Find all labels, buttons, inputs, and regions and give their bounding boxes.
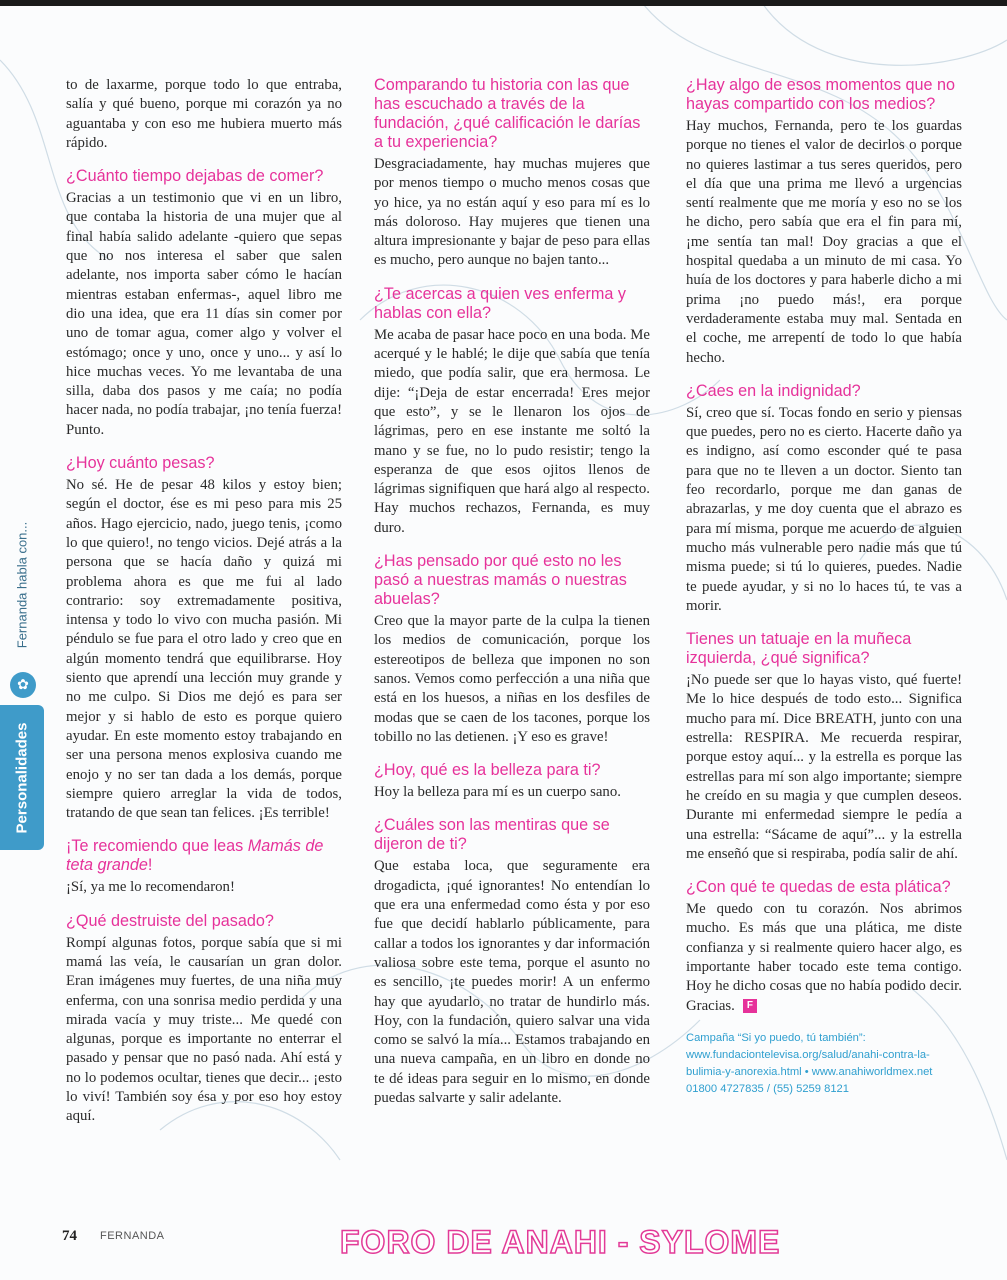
answer-text: Hoy la belleza para mí es un cuerpo sano.: [374, 784, 621, 801]
question-heading: [66, 837, 342, 875]
answer-text: Me acaba de pasar hace poco en una boda. Me acerqué y le hablé; le dije que sabía que tenía miedo, que podía salir, que era hermosa. Le dije: “¡Deja de estar encerrada! Eres mejor que esto”, y se le llenaron los ojos de lágrimas, pero en ese instante me soltó la mano y se fue, no lo pudo resistir; tengo la esperanza de que esos ojitos llenos de lágrimas signifiquen que hará algo al respecto. Hay muchos rechazos, Fernanda, es muy duro.: [374, 326, 650, 536]
credit-phone: 01800 4727835 / (55) 5259 8121: [686, 1082, 849, 1095]
answer-text: ¡Sí, ya me lo recomendaron!: [66, 879, 235, 896]
qa-block: [686, 878, 962, 1016]
column-2: [374, 76, 650, 1122]
page-number: 74: [62, 1228, 77, 1244]
answer-text: Sí, creo que sí. Tocas fondo en serio y piensas que puedes, pero no es cierto. Hacerte daño ya es indigno, así como esconder qué te pasa para que no te lleven a un doctor. Siento tan feo recordarlo, porque me dan ganas de abrazarlas, y me doy cuenta que el abrazo es para mí misma, porque me acuerdo de alguien mucho más vulnerable pero nadie más que tú misma puede; si tú lo quieres, puedes. Nadie te puede ayudar, y si no lo haces tú, te vas a morir.: [686, 404, 962, 614]
credit-link[interactable]: bulimia-y-anorexia.html • www.anahiworldmex.net: [686, 1065, 933, 1078]
qa-block: [66, 454, 342, 823]
qa-block: [66, 912, 342, 1127]
book-title: Mamás de teta grande: [66, 837, 324, 875]
column-3: [686, 76, 962, 1098]
question-heading: ¿Cuánto tiempo dejabas de comer?: [66, 167, 324, 186]
question-heading: ¿Cuáles son las mentiras que se dijeron de ti?: [374, 816, 610, 854]
question-heading-start: ¡Te recomiendo que leas: [66, 837, 248, 856]
answer-text: Rompí algunas fotos, porque sabía que si mi mamá las veía, le causarían un gran dolor. Eran imágenes muy fuertes, de una niña muy enferma, con una sonrisa medio perdida y una mirada vacía y muy triste... Me quedé con algunas, porque es importante no enterrar el pasado y pensar que no pasó nada. Ahí está y no lo podemos ocultar, tienes que decir... ¡esto lo viví! También soy ésa y por eso hoy estoy aquí.: [66, 934, 342, 1125]
qa-block: [66, 76, 342, 153]
question-heading: Comparando tu historia con las que has escuchado a través de la fundación, ¿qué calificación le darías a tu experiencia?: [374, 76, 641, 151]
answer-text: ¡No puede ser que lo hayas visto, qué fuerte! Me lo hice después de todo esto... Significa mucho para mí. Dice BREATH, junto con una estrella: RESPIRA. Me recuerda respirar, porque estoy aquí... y la estrella es porque las estrellas para mí son algo importante; siempre he creído en su magia y que cumplen deseos. Durante mi enfermedad siempre le pedía a una estrella: “Sácame de aquí”... y la estrella me enseñó que si respiraba, podía salir de ahí.: [686, 672, 962, 862]
answer-text: Hay muchos, Fernanda, pero te los guardas porque no tienes el valor de decirlos o porque no quieres lastimar a tus seres queridos, pero el día que una prima me llevó a urgencias sentí realmente que me moría y eso no se los he dicho, pero sabía que era el fin para mí, ¡me sentía tan mal! Doy gracias a que el hospital quedaba a un minuto de mi casa. Yo huía de los doctores y para haberle dicho a mi prima ¡no puedo más!, era porque verdaderamente estaba muy mal. Sentada en el coche, me arrepentí de todo lo que había hecho.: [686, 118, 962, 366]
qa-block: [374, 761, 650, 802]
question-heading: Tienes un tatuaje en la muñeca izquierda, ¿qué significa?: [686, 630, 912, 668]
answer-text: Creo que la mayor parte de la culpa la tienen los medios de comunicación, porque los estereotipos de belleza que imponen no son sanos. Vemos como perfección a una niña que está en los huesos, a niñas en los desfiles de modas que se caen de los tacones, porque los tobillo no las detienen. ¡Y eso es grave!: [374, 613, 650, 745]
qa-block: [374, 552, 650, 747]
question-heading: ¿Caes en la indignidad?: [686, 381, 861, 400]
credit-link[interactable]: www.fundaciontelevisa.org/salud/anahi-contra-la-: [686, 1048, 930, 1061]
qa-block: [686, 76, 962, 368]
qa-block: [374, 76, 650, 271]
question-heading: ¿Qué destruiste del pasado?: [66, 911, 274, 930]
watermark-text: FORO DE ANAHI - SYLOME: [340, 1224, 781, 1260]
qa-block: [686, 630, 962, 864]
answer-text: Que estaba loca, que seguramente era drogadicta, ¡qué ignorantes! No entendían lo que era una enfermedad como ésta y por eso fue que decidí hablarlo públicamente, para callar a todos los ignorantes y dar información valiosa sobre este tema, porque el asunto no es sencillo, ¡te puedes morir! A un enfermo hay que ayudarlo, no tratar de hundirlo más. Hoy, con la fundación, quiero salvar una vida como se salvó la mía... Estamos trabajando en una nueva campaña, en un libro en donde no te dé ideas para seguir en lo mismo, en donde puedas salvarte y salir adelante.: [374, 858, 650, 1106]
qa-block: [374, 285, 650, 538]
question-heading: ¿Hoy cuánto pesas?: [66, 454, 215, 473]
question-heading: ¿Te acercas a quien ves enferma y hablas con ella?: [374, 284, 626, 322]
top-border: [0, 0, 1007, 6]
answer-text-body: Me quedo con tu corazón. Nos abrimos mucho. Es más que una plática, me diste confianza y si realmente quiero hacer algo, es importante haber tocado este tema contigo. Hoy he dicho cosas que no había podido decir. Gracias.: [686, 901, 962, 1014]
answer-text: [686, 900, 962, 1016]
question-heading: ¿Hay algo de esos momentos que no hayas compartido con los medios?: [686, 76, 956, 113]
sidebar-subtitle: Fernanda habla con...: [14, 521, 30, 649]
answer-text: No sé. He de pesar 48 kilos y estoy bien; según el doctor, ése es mi peso para mis 25 años. Hago ejercicio, nado, juego tenis, ¡como lo que quiero!, no tengo vicios. Dejé atrás a la persona que se hacía daño y quizá mi problema ahora es que me fui al lado contrario: soy extremadamente positiva, intensa y todo lo vivo con mucha pasión. Mi péndulo se fue para el otro lado y creo que en algún momento tendrá que equilibrarse. Hoy siento que aprendí una lección muy grande y no me culpo. Si Dios me dejó es para ser mejor y si hablo de esto es porque quiero ayudar. En este momento estoy trabajando en ser una persona menos explosiva cuando me enojo y no ser tan dada a los demás, porque siempre quiero arreglar la vida de todos, tratando de que sean tan felices. ¡Es terrible!: [66, 477, 342, 822]
question-heading: ¿Hoy, qué es la belleza para ti?: [374, 761, 601, 780]
sidebar-category-label: Personalidades: [13, 722, 31, 834]
sidebar-logo-icon: ✿: [10, 672, 36, 698]
qa-block: [66, 837, 342, 897]
qa-block: [374, 816, 650, 1108]
question-heading: ¿Con qué te quedas de esta plática?: [686, 878, 951, 897]
credit-line: Campaña “Si yo puedo, tú también”:: [686, 1031, 866, 1044]
answer-text: Desgraciadamente, hay muchas mujeres que por menos tiempo o mucho menos cosas que yo hice, ya no están aquí y eso para mí es lo más doloroso. Hay mujeres que tienen una altura impresionante y bajar de peso para ellas es mucho, pero aunque no bajen tanto...: [374, 156, 650, 269]
question-heading-end: !: [147, 856, 153, 875]
answer-text: Gracias a un testimonio que vi en un libro, que contaba la historia de una mujer que al final había salido adelante -quiero que sepas que no nos interesa el saber que salen adelante, nos importa saber cómo le hacían mientras estaban enfermas-, aquel libro me dio una idea, que era 11 días sin comer por uno de tomar agua, comer algo y volver el estómago; once y uno, once y uno... y así lo hice muchas veces. Yo me levantaba de una silla, daba dos pasos y me caía; no podía hacer nada, no podía trabajar, ¡no tenía fuerza! Punto.: [66, 190, 342, 438]
end-mark-icon: F: [743, 999, 757, 1013]
column-1: [66, 76, 342, 1141]
campaign-credit: [686, 1030, 962, 1098]
answer-text: to de laxarme, porque todo lo que entraba, salía y qué bueno, porque mi corazón ya no aguantaba y con eso me hubiera muerto más rápido.: [66, 77, 342, 151]
qa-block: [66, 167, 342, 440]
magazine-name: FERNANDA: [100, 1230, 165, 1242]
question-heading: ¿Has pensado por qué esto no les pasó a nuestras mamás o nuestras abuelas?: [374, 552, 627, 609]
qa-block: [686, 382, 962, 616]
